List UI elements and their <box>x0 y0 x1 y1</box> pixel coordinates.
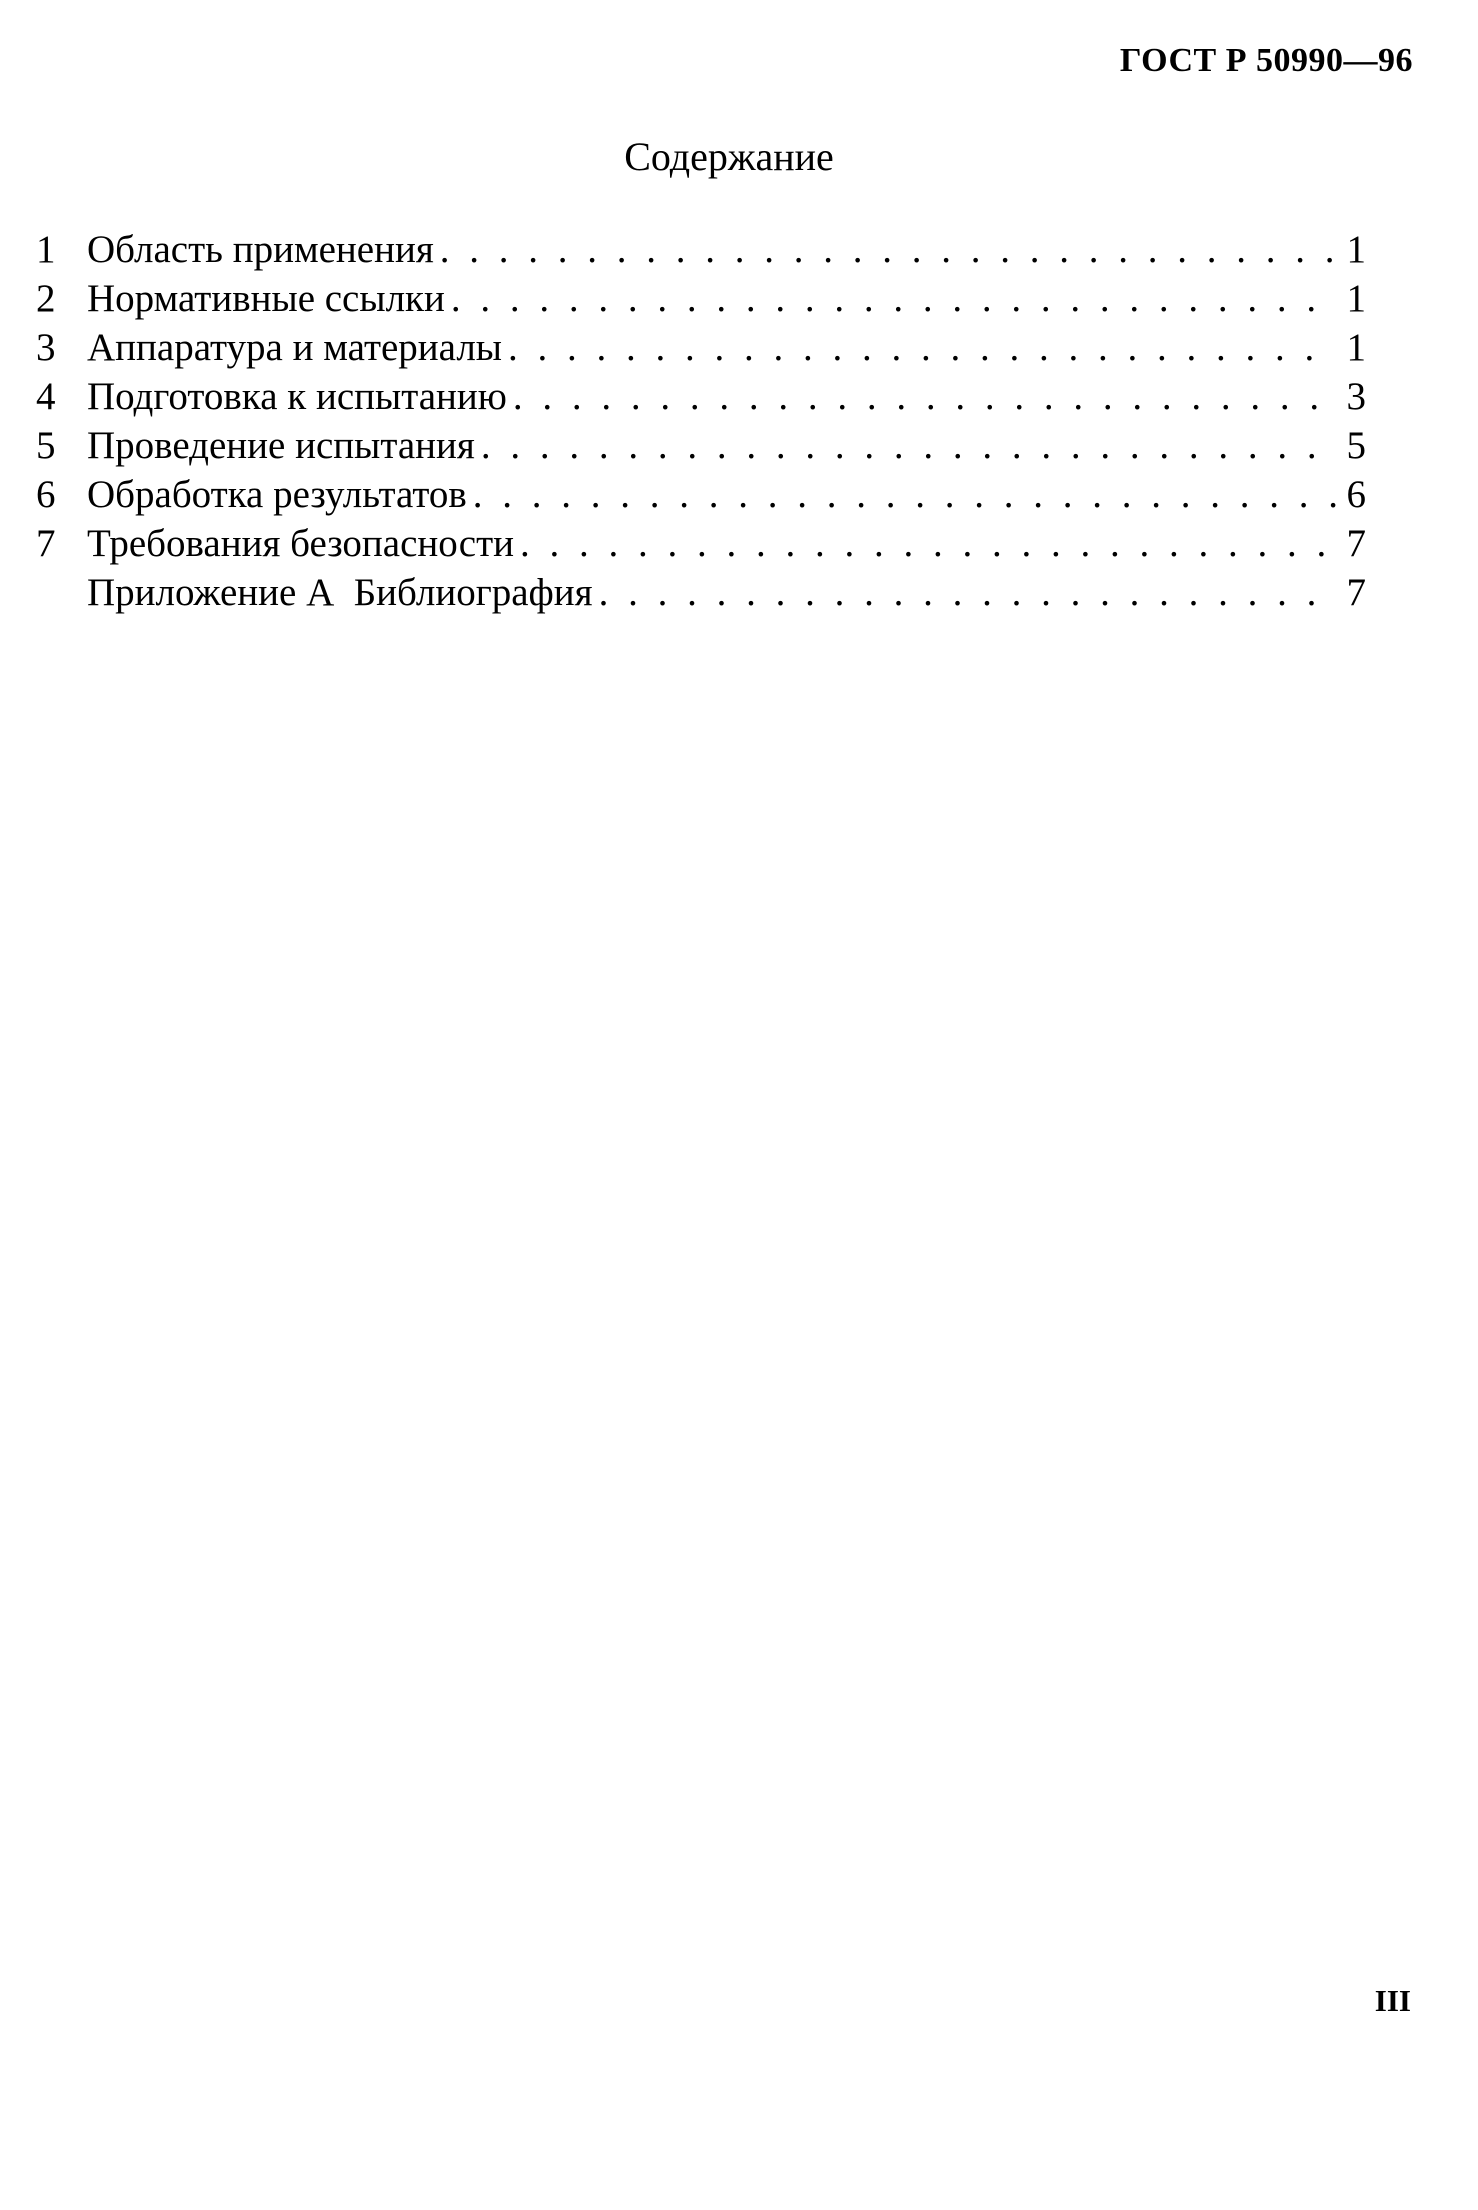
toc-entry[interactable] <box>36 421 1366 470</box>
toc-entry-label: Область применения <box>87 228 434 271</box>
toc-entry-page: 1 <box>1346 277 1366 320</box>
page-number: III <box>1374 1983 1411 2018</box>
toc-leader-dots <box>473 470 1336 519</box>
toc-leader-dots <box>481 421 1336 470</box>
toc-entry-label: Обработка результатов <box>87 473 467 516</box>
toc-entry-page: 5 <box>1346 424 1366 467</box>
toc-leader-dots <box>520 519 1336 568</box>
toc-entry[interactable] <box>36 519 1366 568</box>
toc-leader-dots <box>451 274 1336 323</box>
toc-entry-number: 4 <box>36 375 56 418</box>
toc-entry-page: 6 <box>1346 473 1366 516</box>
toc-entry-page: 3 <box>1346 375 1366 418</box>
toc-entry-page: 1 <box>1346 228 1366 271</box>
toc-entry-number: 2 <box>36 277 56 320</box>
table-of-contents <box>36 225 1366 617</box>
toc-leader-dots <box>599 568 1336 617</box>
toc-entry-page: 7 <box>1346 571 1366 614</box>
toc-title: Содержание <box>624 134 834 179</box>
toc-entry-label: Подготовка к испытанию <box>87 375 507 418</box>
toc-leader-dots <box>513 372 1336 421</box>
toc-entry-label: Проведение испытания <box>87 424 475 467</box>
toc-entry-label: Требования безопасности <box>87 522 514 565</box>
toc-entry-label: Приложение А Библиография <box>87 571 593 614</box>
toc-entry-label: Нормативные ссылки <box>87 277 445 320</box>
document-code: ГОСТ Р 50990—96 <box>1119 42 1413 79</box>
toc-leader-dots <box>508 323 1336 372</box>
toc-entry[interactable] <box>36 225 1366 274</box>
toc-leader-dots <box>440 225 1336 274</box>
toc-entry[interactable] <box>36 274 1366 323</box>
toc-entry-appendix[interactable] <box>36 568 1366 617</box>
toc-entry-label: Аппаратура и материалы <box>87 326 502 369</box>
toc-entry-number: 1 <box>36 228 56 271</box>
toc-entry-number: 3 <box>36 326 56 369</box>
toc-entry-page: 7 <box>1346 522 1366 565</box>
toc-entry[interactable] <box>36 372 1366 421</box>
toc-entry-number: 7 <box>36 522 56 565</box>
toc-entry-number: 5 <box>36 424 56 467</box>
toc-entry[interactable] <box>36 323 1366 372</box>
toc-entry-page: 1 <box>1346 326 1366 369</box>
toc-entry-number: 6 <box>36 473 56 516</box>
toc-entry[interactable] <box>36 470 1366 519</box>
